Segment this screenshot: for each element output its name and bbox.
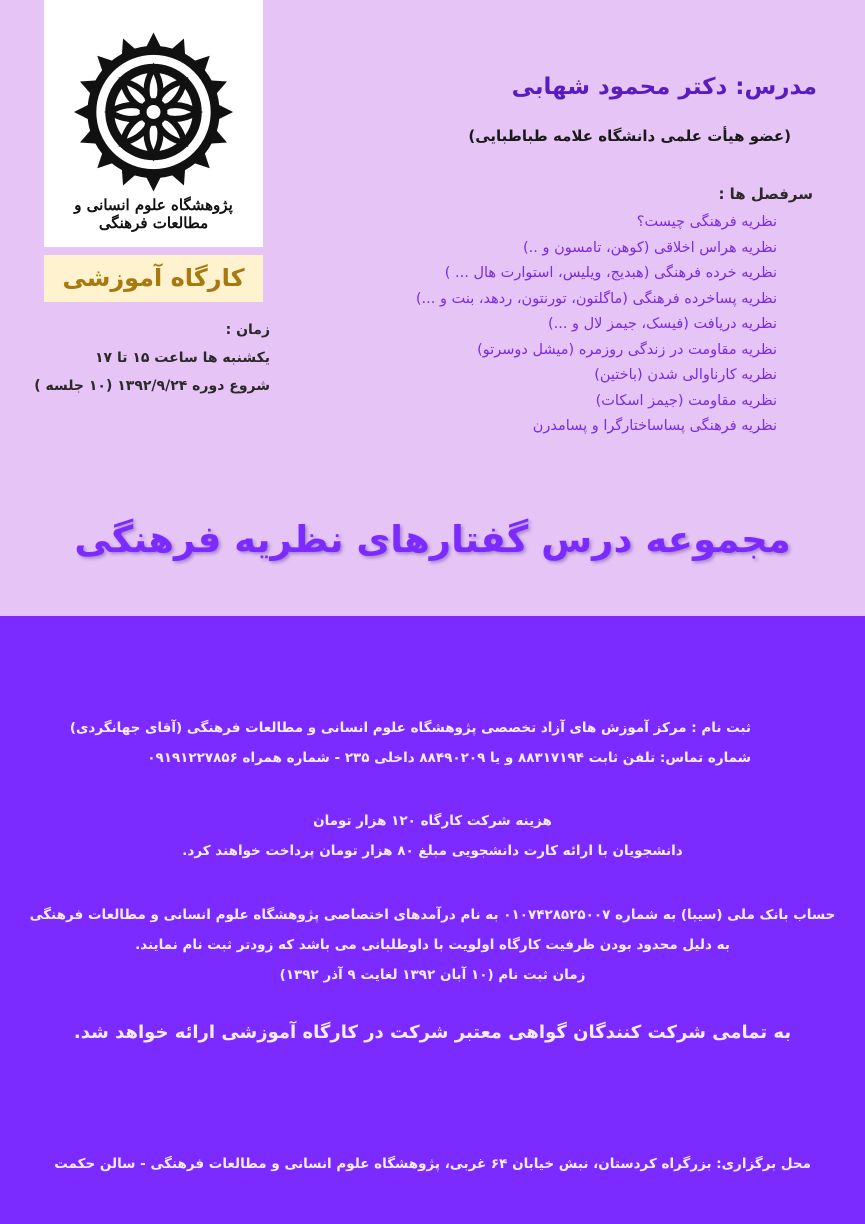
bank-block xyxy=(0,900,865,990)
schedule-start: شروع دوره ۱۳۹۲/۹/۲۴ (۱۰ جلسه ) xyxy=(34,378,270,394)
topic-item: نظریه پساخرده فرهنگی (ماگلتون، تورنتون، ردهد، بنت و ...) xyxy=(415,290,777,307)
registration-line: ثبت نام : مرکز آموزش های آزاد تخصصی پژوهشگاه علوم انسانی و مطالعات فرهنگی (آقای جهانگردی) xyxy=(69,720,751,736)
topic-item: نظریه مقاومت (جیمز اسکات) xyxy=(595,392,777,409)
topic-item: نظریه کارناوالی شدن (باختین) xyxy=(594,367,777,383)
logo-panel xyxy=(44,0,263,247)
topic-item: نظریه دریافت (فیسک، جیمز لال و ...) xyxy=(547,316,777,332)
contact-line: شماره تماس: تلفن ثابت ۸۸۳۱۷۱۹۴ و یا ۸۸۴۹۰۲۰۹ داخلی ۲۳۵ - شماره همراه ۰۹۱۹۱۲۲۷۸۵۶ xyxy=(147,750,751,766)
fee-block xyxy=(0,806,865,866)
bank-account-line: حساب بانک ملی (سیبا) به شماره ۰۱۰۷۴۲۸۵۲۵۰۰۷ به نام درآمدهای اختصاصی پژوهشگاه علوم انسانی و مطالعات فرهنگی xyxy=(29,907,836,923)
topic-item: نظریه فرهنگی چیست؟ xyxy=(636,214,777,230)
student-fee-line: دانشجویان با ارائه کارت دانشجویی مبلغ ۸۰ هزار تومان پرداخت خواهند کرد. xyxy=(182,843,683,859)
topic-item: نظریه مقاومت در زندگی روزمره (میشل دوسرتو) xyxy=(477,341,777,358)
topic-item: نظریه فرهنگی پساساختارگرا و پسامدرن xyxy=(532,418,777,434)
main-title: مجموعه درس گفتارهای نظریه فرهنگی xyxy=(74,518,791,561)
venue-line: محل برگزاری: بزرگراه کردستان، نبش خیابان ۶۴ غربی، پژوهشگاه علوم انسانی و مطالعات فرهنگی - سالن حکمت xyxy=(54,1156,811,1172)
schedule-day-time: یکشنبه ها ساعت ۱۵ تا ۱۷ xyxy=(94,350,270,366)
instructor-affiliation: (عضو هیأت علمی دانشگاه علامه طباطبایی) xyxy=(468,127,791,145)
schedule-label: زمان : xyxy=(225,322,270,338)
certificate-note: به تمامی شرکت کنندگان گواهی معتبر شرکت در کارگاه آموزشی ارائه خواهد شد. xyxy=(73,1022,792,1043)
topic-item: نظریه هراس اخلاقی (کوهن، تامسون و ..) xyxy=(522,239,777,256)
workshop-badge: کارگاه آموزشی xyxy=(44,255,263,302)
logo-caption: پژوهشگاه علوم انسانی و مطالعات فرهنگی xyxy=(74,196,233,232)
topics-heading: سرفصل ها : xyxy=(718,185,813,203)
registration-period: زمان ثبت نام (۱۰ آبان ۱۳۹۲ لغایت ۹ آذر ۱۳۹۲) xyxy=(279,967,586,983)
topics-list xyxy=(416,210,777,440)
schedule-block xyxy=(18,316,270,400)
capacity-note: به دلیل محدود بودن ظرفیت کارگاه اولویت با داوطلبانی می باشد که زودتر ثبت نام نمایند. xyxy=(135,937,730,953)
star-rosette-icon xyxy=(66,32,241,192)
instructor-title: مدرس: دکتر محمود شهابی xyxy=(511,74,817,100)
topic-item: نظریه خرده فرهنگی (هبدیج، ویلیس، استوارت هال ... ) xyxy=(444,265,777,281)
fee-line: هزینه شرکت کارگاه ۱۲۰ هزار تومان xyxy=(313,813,552,829)
registration-block xyxy=(70,713,751,773)
